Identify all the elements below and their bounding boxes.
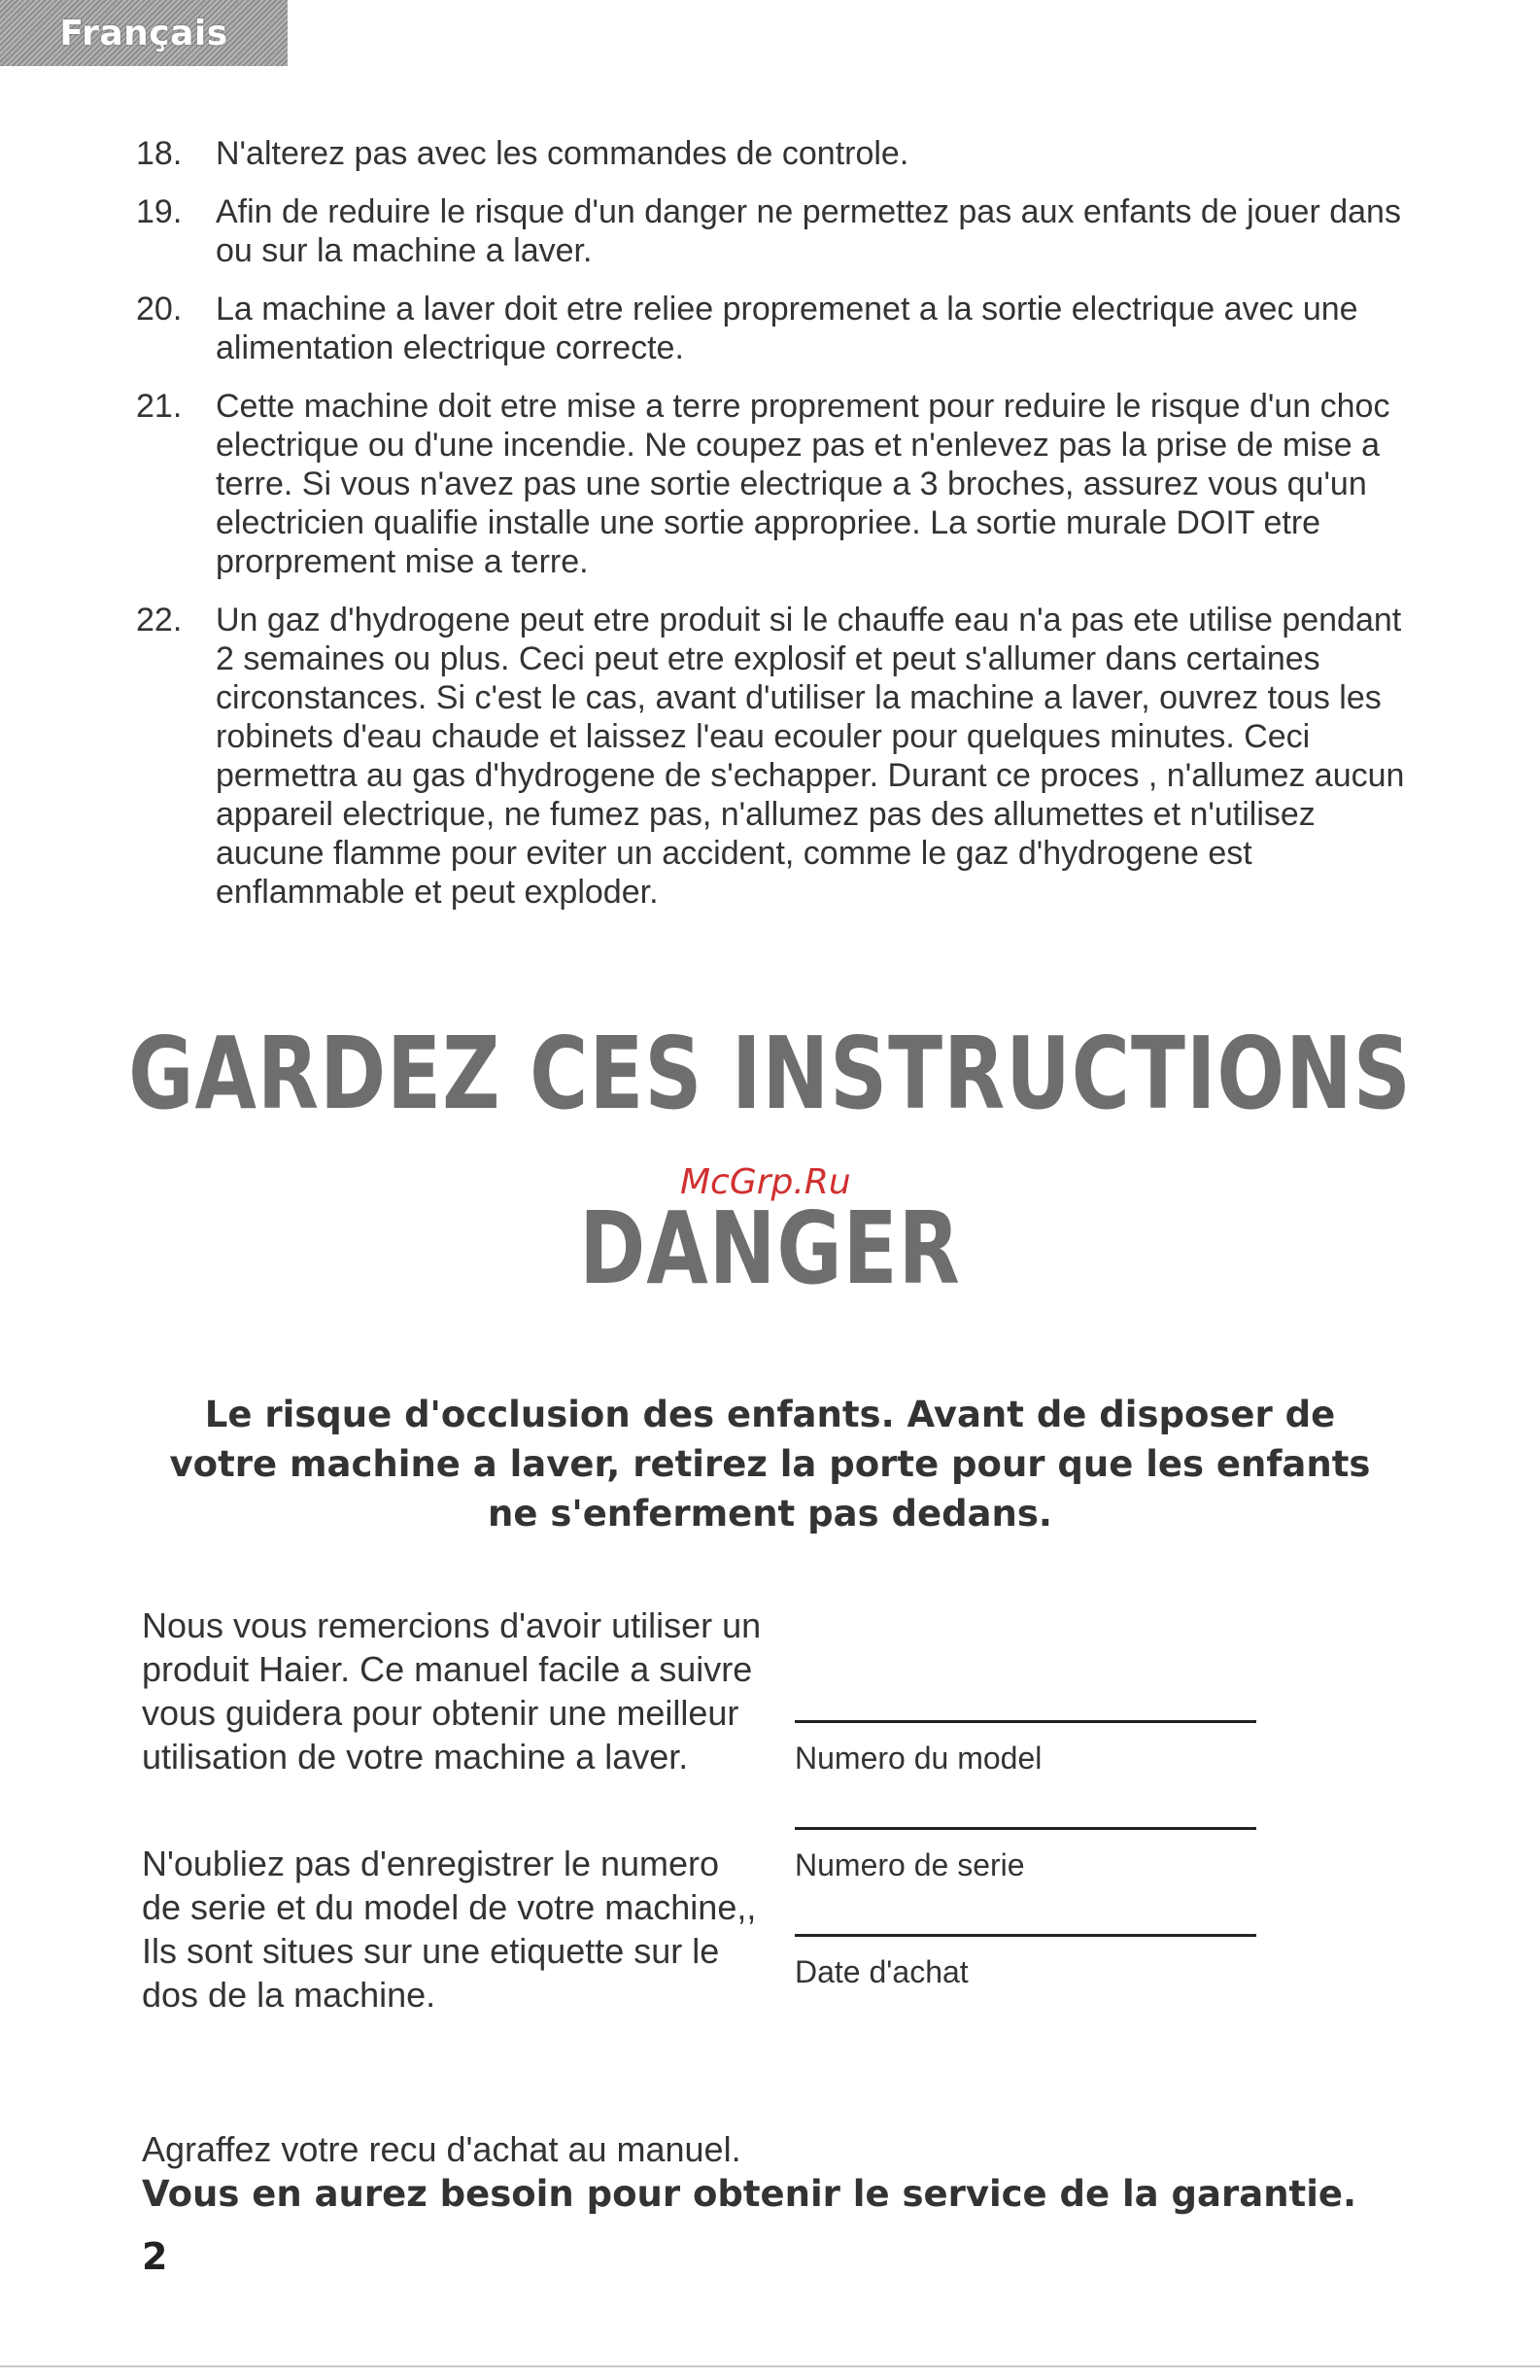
bottom-divider [0, 2365, 1540, 2367]
serial-number-label: Numero de serie [795, 1847, 1025, 1882]
item-number: 19. [136, 193, 183, 230]
purchase-date-label: Date d'achat [795, 1954, 969, 1989]
danger-heading: DANGER [579, 1191, 961, 1307]
page-number: 2 [142, 2235, 168, 2278]
item-text: Un gaz d'hydrogene peut etre produit si le chauffe eau n'a pas ete utilise pendant 2 semaines ou plus. Ceci peut etre explosif et peut s'allumer dans certaines circonstances. Si c'est le cas, avant d'utiliser la machine a laver, ouvrez tous les robinets d'eau chaude et laissez l'eau ecouler pour quelques minutes. Ceci permettra au gas d'hydrogene de s'echapper. Durant ce proces , n'allumez aucun appareil electrique, ne fumez pas, n'allumez pas des allumettes et n'utilisez aucune flamme pour eviter un accident, comme le gaz d'hydrogene est enflammable et peut exploder. [216, 602, 1405, 911]
model-number-label: Numero du model [795, 1741, 1043, 1776]
item-number: 18. [136, 135, 183, 172]
item-number: 21. [136, 388, 183, 425]
child-entrapment-warning: Le risque d'occlusion des enfants. Avant de disposer de votre machine a laver, retirez la porte pour que les enfants ne s'enferment pas dedans. [169, 1394, 1371, 1535]
list-item [136, 192, 1409, 270]
warranty-note: Vous en aurez besoin pour obtenir le service de la garantie. [142, 2173, 1357, 2215]
purchase-date-line [795, 1934, 1256, 1937]
serial-number-field[interactable] [795, 1827, 1256, 1882]
staple-receipt-note: Agraffez votre recu d'achat au manuel. [142, 2129, 741, 2169]
list-item [136, 134, 1409, 173]
serial-number-line [795, 1827, 1256, 1830]
item-number: 20. [136, 291, 183, 328]
item-text: Cette machine doit etre mise a terre proprement pour reduire le risque d'un choc electrique ou d'une incendie. Ne coupez pas et n'enlevez pas la prise de mise a terre. Si vous n'avez pas une sortie electrique a 3 broches, assurez vous qu'un electricien qualifie installe une sortie appropriee. La sortie murale DOIT etre prorprement mise a terre. [216, 388, 1390, 580]
item-number: 22. [136, 602, 183, 638]
thanks-paragraph: Nous vous remercions d'avoir utiliser un produit Haier. Ce manuel facile a suivre vous guidera pour obtenir une meilleur utilisation de votre machine a laver. [142, 1605, 762, 1776]
safety-instructions-list [136, 134, 1409, 931]
watermark-link: McGrp.Ru [680, 1162, 851, 1202]
model-number-line [795, 1720, 1256, 1723]
item-text: N'alterez pas avec les commandes de controle. [216, 135, 909, 172]
keep-instructions-heading: GARDEZ CES INSTRUCTIONS [128, 1017, 1412, 1132]
register-paragraph: N'oubliez pas d'enregistrer le numero de serie et du model de votre machine,, Ils sont situes sur une etiquette sur le dos de la machine. [142, 1844, 757, 2015]
language-tab-label: Français [59, 13, 228, 53]
language-tab [0, 0, 288, 66]
model-number-field[interactable] [795, 1720, 1256, 1776]
item-text: Afin de reduire le risque d'un danger ne permettez pas aux enfants de jouer dans ou sur la machine a laver. [216, 193, 1401, 269]
list-item [136, 290, 1409, 367]
item-text: La machine a laver doit etre reliee propremenet a la sortie electrique avec une alimentation electrique correcte. [216, 291, 1358, 366]
list-item [136, 387, 1409, 581]
purchase-date-field[interactable] [795, 1934, 1256, 1989]
list-item [136, 601, 1409, 912]
